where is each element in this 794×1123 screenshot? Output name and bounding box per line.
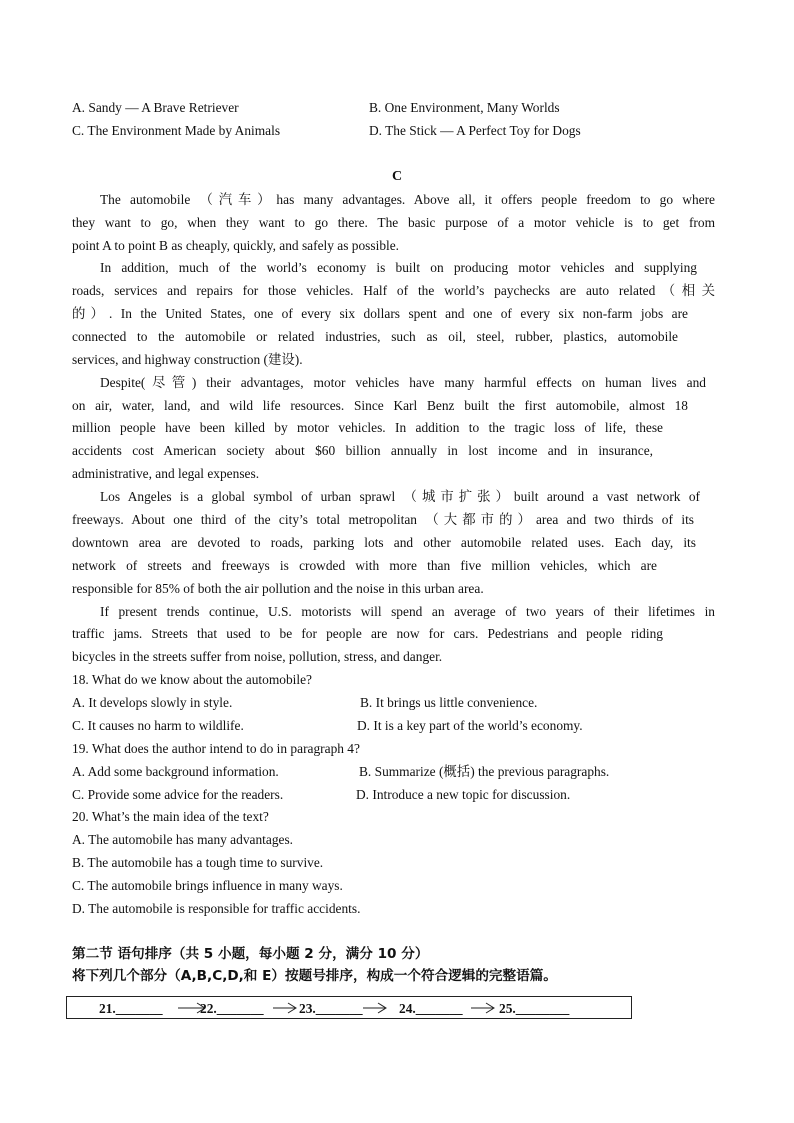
prev-option-d: D. The Stick — A Perfect Toy for Dogs: [369, 123, 581, 138]
passage-line: point A to point B as cheaply, quickly, and safely as possible.: [72, 238, 400, 253]
section-2-instruction: 将下列几个部分（A,B,C,D,和 E）按题号排序，构成一个符合逻辑的完整语篇。: [72, 968, 557, 984]
question-20-option-a[interactable]: A. The automobile has many advantages.: [72, 832, 294, 847]
passage-line: freeways. About one third of the city’s total metropolitan （大都市的）area and two thirds of its: [72, 512, 694, 527]
passage-line: on air, water, land, and wild life resources. Since Karl Benz built the first automobile, almost 18: [72, 398, 688, 413]
question-18-option-a[interactable]: A. It develops slowly in style.: [72, 695, 233, 710]
answer-slot-25[interactable]: 25.________: [499, 1001, 570, 1016]
passage-line: 的）. In the United States, one of every six dollars spent and one of every six non-farm jobs are: [72, 306, 688, 321]
passage-line: bicycles in the streets suffer from noise, pollution, stress, and danger.: [72, 649, 443, 664]
question-18-option-d[interactable]: D. It is a key part of the world’s economy.: [357, 718, 583, 733]
question-18-option-c[interactable]: C. It causes no harm to wildlife.: [72, 718, 244, 733]
question-19-option-c[interactable]: C. Provide some advice for the readers.: [72, 787, 284, 802]
passage-line: services, and highway construction (建设).: [72, 352, 303, 367]
passage-line: traffic jams. Streets that used to be for people are now for cars. Pedestrians and people riding: [72, 626, 663, 641]
prev-option-b: B. One Environment, Many Worlds: [369, 100, 560, 115]
passage-line: downtown area are devoted to roads, parking lots and other automobile related uses. Each day, its: [72, 535, 696, 550]
answer-slot-23[interactable]: 23._______: [299, 1001, 363, 1016]
question-20-option-b[interactable]: B. The automobile has a tough time to survive.: [72, 855, 324, 870]
prev-option-c: C. The Environment Made by Animals: [72, 123, 281, 138]
arrow-right-icon: [363, 1002, 389, 1014]
answer-slot-21[interactable]: 21._______: [99, 1001, 163, 1016]
passage-line: If present trends continue, U.S. motorists will spend an average of two years of their lifetimes in: [100, 604, 715, 619]
section-2-title: 第二节 语句排序（共 5 小题，每小题 2 分，满分 10 分）: [72, 946, 429, 962]
answer-order-box: [66, 996, 632, 1019]
prev-option-a: A. Sandy — A Brave Retriever: [72, 100, 239, 115]
passage-line: connected to the automobile or related industries, such as oil, steel, rubber, plastics, automobile: [72, 329, 678, 344]
arrow-right-icon: [471, 1002, 497, 1014]
passage-section-letter: C: [391, 169, 403, 184]
passage-line: million people have been killed by motor vehicles. In addition to the tragic loss of life, these: [72, 420, 663, 435]
answer-slot-22[interactable]: 22._______: [200, 1001, 264, 1016]
question-20-option-d[interactable]: D. The automobile is responsible for traffic accidents.: [72, 901, 361, 916]
question-20-option-c[interactable]: C. The automobile brings influence in many ways.: [72, 878, 343, 893]
question-20-stem: 20. What’s the main idea of the text?: [72, 809, 269, 824]
question-18-option-b[interactable]: B. It brings us little convenience.: [360, 695, 538, 710]
passage-line: network of streets and freeways is crowded with more than five million vehicles, which are: [72, 558, 657, 573]
arrow-right-icon: [273, 1002, 299, 1014]
passage-line: Los Angeles is a global symbol of urban sprawl （城市扩张）built around a vast network of: [100, 489, 700, 504]
question-18-stem: 18. What do we know about the automobile?: [72, 672, 312, 687]
answer-slot-24[interactable]: 24._______: [399, 1001, 463, 1016]
passage-line: administrative, and legal expenses.: [72, 466, 260, 481]
question-19-option-b[interactable]: B. Summarize (概括) the previous paragraphs.: [359, 764, 610, 779]
passage-line: In addition, much of the world’s economy is built on producing motor vehicles and supplying: [100, 260, 697, 275]
passage-line: Despite(尽管) their advantages, motor vehicles have many harmful effects on human lives and: [100, 375, 706, 390]
passage-line: they want to go, when they want to go there. The basic purpose of a motor vehicle is to get from: [72, 215, 715, 230]
question-19-stem: 19. What does the author intend to do in paragraph 4?: [72, 741, 360, 756]
question-19-option-d[interactable]: D. Introduce a new topic for discussion.: [356, 787, 571, 802]
passage-line: roads, services and repairs for those vehicles. Half of the world’s paychecks are auto related（相关: [72, 283, 715, 298]
passage-line: accidents cost American society about $60 billion annually in lost income and in insurance,: [72, 443, 653, 458]
passage-line: responsible for 85% of both the air pollution and the noise in this urban area.: [72, 581, 484, 596]
passage-line: The automobile （汽车）has many advantages. Above all, it offers people freedom to go where: [100, 192, 715, 207]
question-19-option-a[interactable]: A. Add some background information.: [72, 764, 279, 779]
